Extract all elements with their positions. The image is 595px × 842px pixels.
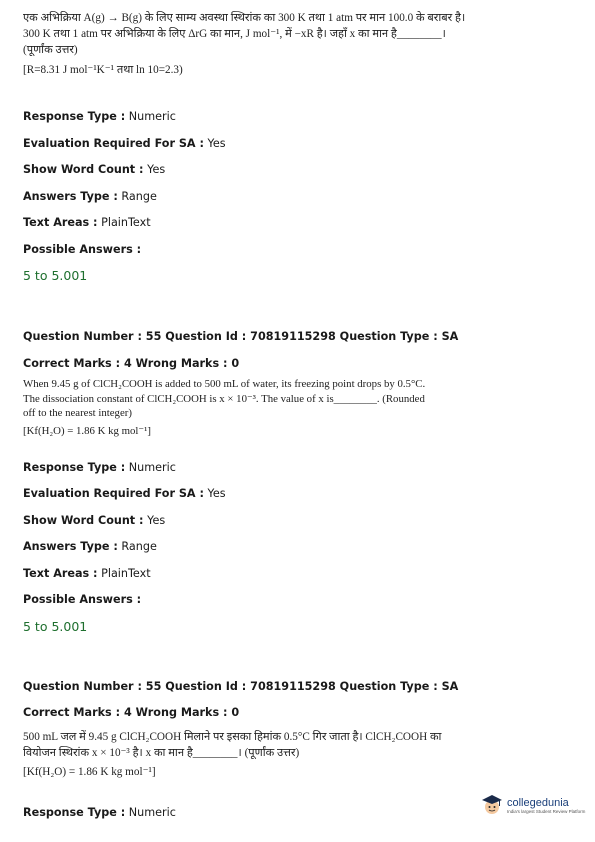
word-count-value: Yes <box>147 163 166 176</box>
q2-possible-answer-value: 5 to 5.001 <box>23 619 88 634</box>
text-areas-label: Text Areas : <box>23 567 98 580</box>
q1-text-areas <box>23 216 151 230</box>
q2-heading: Question Number : 55 Question Id : 70819115298 Question Type : SA <box>23 330 459 343</box>
q2-line-2: The dissociation constant of ClCH₂COOH is x × 10⁻³. The value of x is________. (Rounded <box>23 392 425 405</box>
eval-label: Evaluation Required For SA : <box>23 137 204 150</box>
q1-line-1: एक अभिक्रिया A(g) → B(g) के लिए साम्य अवस्था स्थिरांक का 300 K तथा 1 atm पर मान 100.0 के बराबर है। <box>23 12 466 24</box>
answers-type-value: Range <box>121 190 157 203</box>
word-count-value: Yes <box>147 514 166 527</box>
q2-text-areas <box>23 567 151 581</box>
q1-line-3: (पूर्णांक उत्तर) <box>23 44 78 56</box>
q1-line-4: [R=8.31 J mol⁻¹K⁻¹ तथा ln 10=2.3) <box>23 64 183 76</box>
word-count-label: Show Word Count : <box>23 163 144 176</box>
q3-line-2: वियोजन स्थिरांक x × 10⁻³ है। x का मान है________। (पूर्णांक उत्तर) <box>23 747 300 759</box>
q1-question-text <box>23 10 583 78</box>
q3-line-3: [Kf(H₂O) = 1.86 K kg mol⁻¹] <box>23 766 156 778</box>
q1-response-type <box>23 110 176 124</box>
response-type-value: Numeric <box>128 806 176 819</box>
q3-marks: Correct Marks : 4 Wrong Marks : 0 <box>23 706 240 719</box>
q1-line-2: 300 K तथा 1 atm पर अभिक्रिया के लिए ΔrG का मान, J mol⁻¹, में −xR है। जहाँ x का मान है________। <box>23 28 446 40</box>
response-type-value: Numeric <box>128 461 176 474</box>
response-type-value: Numeric <box>128 110 176 123</box>
eval-label: Evaluation Required For SA : <box>23 487 204 500</box>
eval-value: Yes <box>207 487 226 500</box>
graduate-avatar-icon <box>480 793 504 817</box>
q2-answers-type <box>23 540 157 554</box>
collegedunia-logo <box>480 793 585 817</box>
answers-type-label: Answers Type : <box>23 190 118 203</box>
q1-show-word-count <box>23 163 165 177</box>
logo-tagline: India's largest Student Review Platform <box>507 808 586 814</box>
q2-show-word-count <box>23 514 165 528</box>
q2-evaluation-required <box>23 487 226 501</box>
text-areas-label: Text Areas : <box>23 216 98 229</box>
response-type-label: Response Type : <box>23 461 126 474</box>
text-areas-value: PlainText <box>101 567 151 580</box>
q2-possible-answers-label <box>23 593 141 607</box>
eval-value: Yes <box>207 137 226 150</box>
q2-line-1: When 9.45 g of ClCH₂COOH is added to 500 mL of water, its freezing point drops by 0.5°C. <box>23 378 426 390</box>
q1-evaluation-required <box>23 137 226 151</box>
response-type-label: Response Type : <box>23 110 126 123</box>
q2-line-3: off to the nearest integer) <box>23 407 132 419</box>
q3-line-1: 500 mL जल में 9.45 g ClCH₂COOH मिलाने पर इसका हिमांक 0.5°C गिर जाता है। ClCH₂COOH का <box>23 731 442 743</box>
answers-type-label: Answers Type : <box>23 540 118 553</box>
q3-response-type <box>23 806 176 820</box>
possible-answers-label: Possible Answers : <box>23 593 142 606</box>
q2-response-type <box>23 461 176 475</box>
answers-type-value: Range <box>121 540 157 553</box>
response-type-label: Response Type : <box>23 806 126 819</box>
q2-marks: Correct Marks : 4 Wrong Marks : 0 <box>23 357 240 370</box>
q1-possible-answers-label <box>23 243 141 257</box>
possible-answers-label: Possible Answers : <box>23 243 142 256</box>
q3-question-text <box>23 729 583 780</box>
word-count-label: Show Word Count : <box>23 514 144 527</box>
q2-question-text <box>23 377 583 438</box>
logo-name: collegedunia <box>507 796 569 809</box>
q2-line-4: [Kf(H₂O) = 1.86 K kg mol⁻¹] <box>23 424 151 437</box>
text-areas-value: PlainText <box>101 216 151 229</box>
q3-heading: Question Number : 55 Question Id : 70819115298 Question Type : SA <box>23 680 459 693</box>
q1-possible-answer-value: 5 to 5.001 <box>23 268 88 283</box>
q1-answers-type <box>23 190 157 204</box>
